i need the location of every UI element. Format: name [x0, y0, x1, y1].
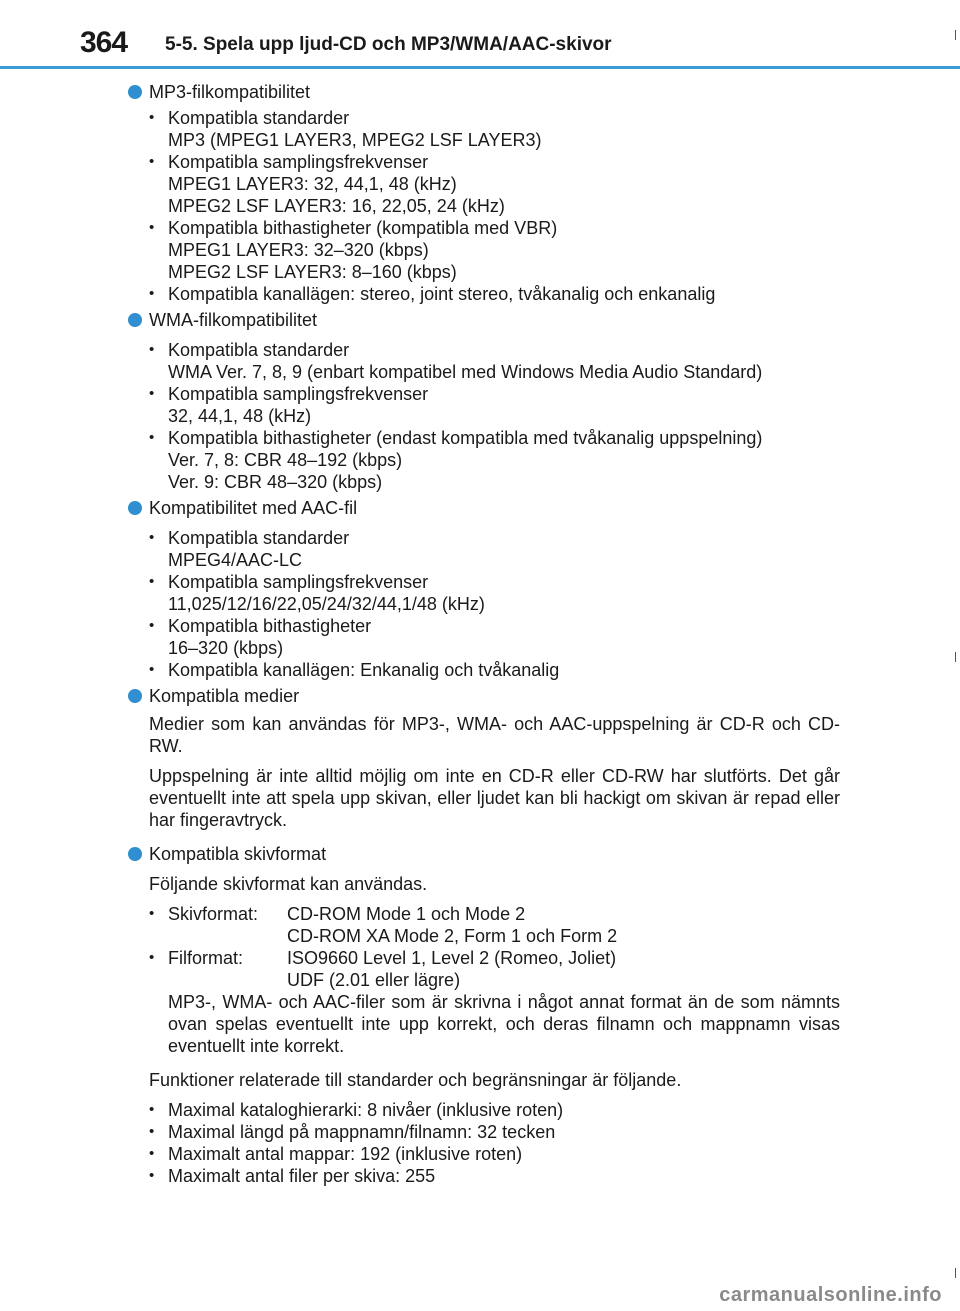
watermark: carmanualsonline.info: [719, 1284, 942, 1306]
page-number: 364: [80, 26, 128, 59]
crop-mark: [955, 652, 956, 662]
bullet-dot-icon: [128, 313, 142, 327]
limits-intro: Funktioner relaterade till standarder och begränsningar är följande.: [149, 1070, 682, 1090]
item-label: Kompatibla bithastigheter (kompatibla med VBR): [168, 218, 558, 238]
header-divider: [0, 66, 960, 69]
item-label: Kompatibla samplingsfrekvenser: [168, 572, 429, 592]
definition-term: • Filformat:: [168, 948, 244, 968]
list-item: [149, 527, 840, 571]
item-value: 16–320 (kbps): [168, 638, 284, 658]
format-intro: Följande skivformat kan användas.: [149, 874, 428, 894]
page-content: [128, 81, 840, 1187]
item-label: Kompatibla standarder: [168, 108, 350, 128]
list-item: [149, 427, 840, 493]
item-label: Kompatibla bithastigheter (endast kompatibla med tvåkanalig uppspelning): [168, 428, 763, 448]
list-item: [149, 571, 840, 615]
list-item: [149, 151, 840, 217]
format-definition-list: [149, 903, 840, 991]
bullet-dot-icon: [128, 847, 142, 861]
item-label: Kompatibla samplingsfrekvenser: [168, 152, 429, 172]
list-item: [149, 217, 840, 283]
list-item: [149, 339, 840, 383]
media-paragraph: Medier som kan användas för MP3-, WMA- och AAC-uppspelning är CD-R och CD-RW.: [149, 714, 840, 756]
item-value: MPEG2 LSF LAYER3: 16, 22,05, 24 (kHz): [168, 196, 505, 216]
list-item: • Maximal kataloghierarki: 8 nivåer (inklusive roten): [149, 1099, 840, 1121]
definition-value: ISO9660 Level 1, Level 2 (Romeo, Joliet): [287, 948, 617, 968]
media-paragraph: Uppspelning är inte alltid möjlig om inte en CD-R eller CD-RW har slutförts. Det går eventuellt inte att spela upp skivan, eller ljudet kan bli hackigt om skivan är repad eller har fingeravtryck.: [149, 766, 840, 830]
section-heading-wma: [128, 309, 840, 331]
crop-mark: [955, 1268, 956, 1278]
item-value: MP3 (MPEG1 LAYER3, MPEG2 LSF LAYER3): [168, 130, 542, 150]
section-title: WMA-filkompatibilitet: [149, 310, 318, 330]
list-item: [149, 615, 840, 659]
format-note: MP3-, WMA- och AAC-filer som är skrivna i något annat format än de som nämnts ovan spelas eventuellt inte upp korrekt, och deras filnamn och mappnamn visas eventuellt inte korrekt.: [168, 992, 840, 1056]
section-heading-aac: [128, 497, 840, 519]
crop-mark: [955, 30, 956, 40]
section-title: Kompatibla medier: [149, 686, 300, 706]
bullet-dot-icon: [128, 689, 142, 703]
list-item: • Maximal längd på mappnamn/filnamn: 32 tecken: [149, 1121, 840, 1143]
section-title: MP3-filkompatibilitet: [149, 82, 311, 102]
definition-value: CD-ROM Mode 1 och Mode 2: [287, 904, 526, 924]
chapter-title: 5-5. Spela upp ljud-CD och MP3/WMA/AAC-skivor: [165, 34, 612, 55]
item-label: Kompatibla standarder: [168, 340, 350, 360]
item-value: Ver. 9: CBR 48–320 (kbps): [168, 472, 383, 492]
wma-spec-list: [128, 339, 840, 493]
item-label: Kompatibla bithastigheter: [168, 616, 372, 636]
item-value: MPEG1 LAYER3: 32–320 (kbps): [168, 240, 429, 260]
limits-list: [128, 1099, 840, 1187]
item-value: 32, 44,1, 48 (kHz): [168, 406, 312, 426]
list-item: • Maximalt antal mappar: 192 (inklusive roten): [149, 1143, 840, 1165]
item-label: Kompatibla samplingsfrekvenser: [168, 384, 429, 404]
definition-item: [149, 903, 840, 947]
definition-value: UDF (2.01 eller lägre): [287, 970, 461, 990]
item-value: MPEG1 LAYER3: 32, 44,1, 48 (kHz): [168, 174, 457, 194]
item-value: 11,025/12/16/22,05/24/32/44,1/48 (kHz): [168, 594, 485, 614]
page-header: [0, 0, 960, 70]
list-item: [149, 383, 840, 427]
item-label: Kompatibla kanallägen: Enkanalig och tvåkanalig: [168, 660, 560, 680]
bullet-dot-icon: [128, 501, 142, 515]
section-heading-mp3: [128, 81, 840, 103]
item-value: Ver. 7, 8: CBR 48–192 (kbps): [168, 450, 403, 470]
section-title: Kompatibla skivformat: [149, 844, 327, 864]
aac-spec-list: [128, 527, 840, 681]
list-item: [149, 107, 840, 151]
item-value: WMA Ver. 7, 8, 9 (enbart kompatibel med Windows Media Audio Standard): [168, 362, 763, 382]
mp3-spec-list: [128, 107, 840, 305]
list-item: [149, 659, 840, 681]
bullet-dot-icon: [128, 85, 142, 99]
section-heading-format: [128, 843, 840, 865]
section-heading-media: [128, 685, 840, 707]
list-item: • Maximalt antal filer per skiva: 255: [149, 1165, 840, 1187]
item-label: Kompatibla kanallägen: stereo, joint stereo, tvåkanalig och enkanalig: [168, 284, 716, 304]
item-label: Kompatibla standarder: [168, 528, 350, 548]
item-value: MPEG4/AAC-LC: [168, 550, 303, 570]
item-value: MPEG2 LSF LAYER3: 8–160 (kbps): [168, 262, 457, 282]
section-title: Kompatibilitet med AAC-fil: [149, 498, 358, 518]
definition-value: CD-ROM XA Mode 2, Form 1 och Form 2: [287, 926, 618, 946]
list-item: [149, 283, 840, 305]
definition-item: [149, 947, 840, 991]
definition-term: • Skivformat:: [168, 904, 259, 924]
